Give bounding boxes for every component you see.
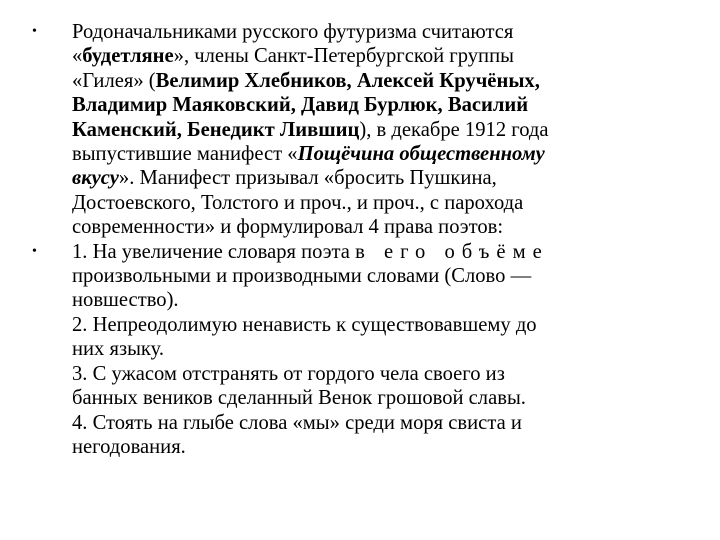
manifesto-title: Пощёчина общественному [297, 143, 545, 166]
bullet-icon: • [32, 24, 37, 39]
text-line [72, 191, 672, 215]
text-run: произвольными и производными словами (Слово — [72, 265, 532, 288]
text-run: 3. С ужасом отстранять от гордого чела своего из [72, 362, 505, 385]
spaced-text: в его объёме [355, 240, 549, 263]
text-line [72, 166, 672, 190]
text-line [72, 118, 672, 142]
text-line [72, 20, 672, 44]
text-line [72, 288, 672, 312]
text-line [72, 93, 672, 117]
text-line [72, 69, 672, 93]
text-run: 4. Стоять на глыбе слова «мы» среди моря свиста и [72, 411, 522, 434]
text-line [72, 215, 672, 239]
bullet-item-poet-rights [32, 240, 672, 460]
text-line [72, 362, 672, 386]
text-line [72, 386, 672, 410]
bold-term-budetlyane: будетляне [82, 45, 174, 68]
text-run: них языку. [72, 338, 165, 361]
text-run: выпустившие манифест « [72, 143, 298, 166]
text-run: ». Манифест призывал «бросить Пушкина, [118, 167, 497, 190]
text-run: негодования. [72, 435, 186, 458]
text-run: « [72, 45, 83, 68]
text-run: 2. Непреодолимую ненависть к существовавшему до [72, 313, 537, 336]
text-line [72, 337, 672, 361]
text-run: «Гилея» ( [72, 69, 156, 92]
text-line [72, 411, 672, 435]
bullet-item-futurism-intro [32, 20, 672, 240]
text-run: ), в декабре 1912 года [359, 118, 549, 141]
text-run: новшество). [72, 289, 179, 312]
text-run: 1. На увеличение словаря поэта [72, 240, 356, 263]
text-line [72, 435, 672, 459]
text-line [72, 44, 672, 68]
text-line [72, 142, 672, 166]
bullet-list [32, 20, 672, 459]
text-run: Родоначальниками русского футуризма считаются [72, 21, 514, 43]
text-run: современности» и формулировал 4 права поэтов: [72, 216, 504, 239]
text-line [72, 313, 672, 337]
bold-names: Велимир Хлебников, Алексей Кручёных, [155, 69, 540, 92]
bold-names: Владимир Маяковский, Давид Бурлюк, Василий [72, 94, 529, 117]
text-line [72, 240, 672, 264]
bold-names: Каменский, Бенедикт Лившиц [72, 118, 360, 141]
text-line [72, 264, 672, 288]
manifesto-title: вкусу [72, 167, 119, 190]
text-run: банных веников сделанный Венок грошовой славы. [72, 387, 526, 410]
text-run: Достоевского, Толстого и проч., и проч., с парохода [72, 191, 524, 214]
text-run: », члены Санкт-Петербургской группы [173, 45, 514, 68]
bullet-icon: • [32, 243, 37, 259]
